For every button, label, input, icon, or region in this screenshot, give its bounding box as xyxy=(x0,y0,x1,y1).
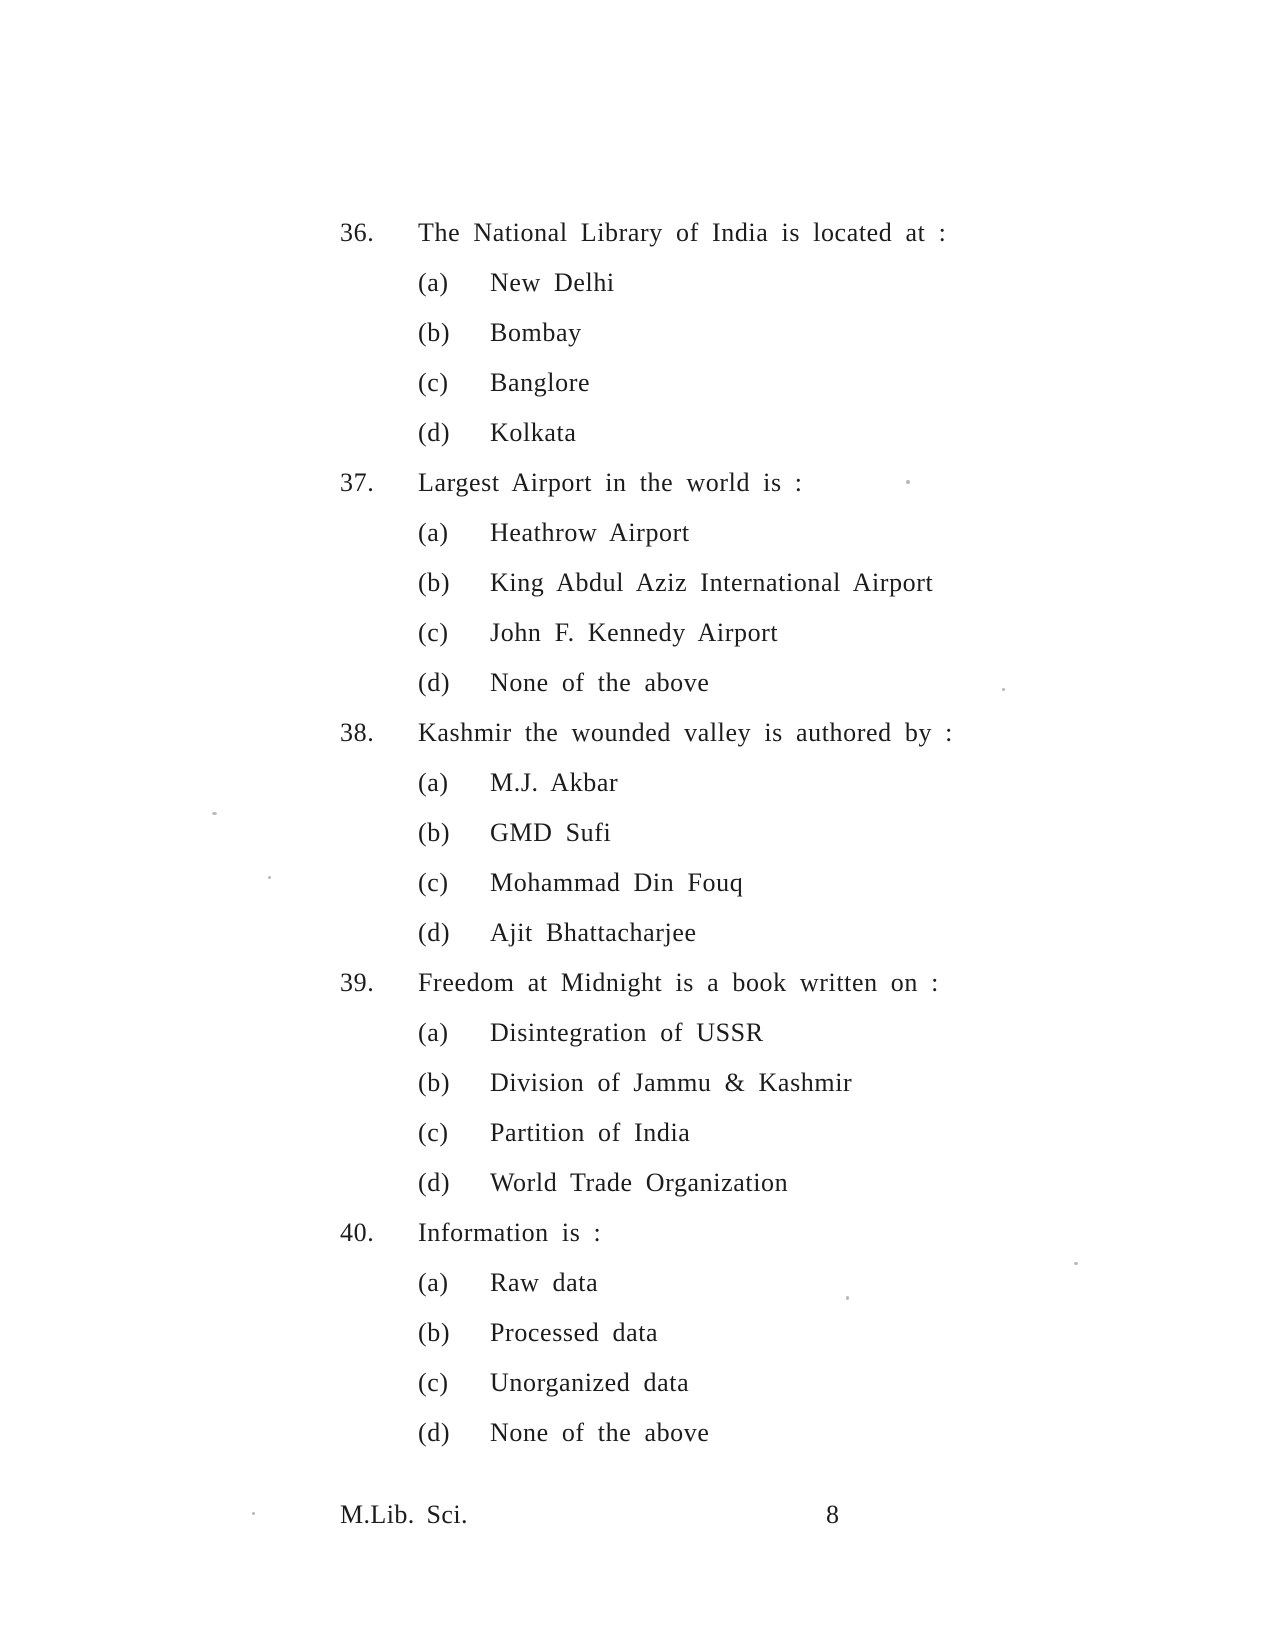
option-text: Disintegration of USSR xyxy=(490,1018,764,1047)
option-b xyxy=(340,808,1020,858)
option-label: (a) xyxy=(418,1018,449,1047)
option-text: Banglore xyxy=(490,368,591,397)
question-text: Information is : xyxy=(418,1218,602,1247)
question-line xyxy=(340,1208,1020,1258)
option-b xyxy=(340,308,1020,358)
option-a xyxy=(340,258,1020,308)
question-text: Freedom at Midnight is a book written on : xyxy=(418,968,939,997)
option-text: Mohammad Din Fouq xyxy=(490,868,744,897)
scan-speck xyxy=(212,812,217,815)
option-c xyxy=(340,1108,1020,1158)
option-text: Partition of India xyxy=(490,1118,691,1147)
scan-speck xyxy=(252,1512,255,1515)
option-c xyxy=(340,858,1020,908)
option-text: King Abdul Aziz International Airport xyxy=(490,568,934,597)
scan-speck xyxy=(1002,688,1005,691)
option-label: (d) xyxy=(418,418,451,447)
option-text: Bombay xyxy=(490,318,582,347)
option-label: (b) xyxy=(418,1318,451,1347)
option-label: (c) xyxy=(418,1118,449,1147)
option-text: John F. Kennedy Airport xyxy=(490,618,779,647)
option-text: World Trade Organization xyxy=(490,1168,789,1197)
option-label: (c) xyxy=(418,868,449,897)
footer-course-code: M.Lib. Sci. xyxy=(340,1500,468,1529)
option-label: (b) xyxy=(418,318,451,347)
footer-page-number: 8 xyxy=(826,1500,839,1529)
scan-speck xyxy=(1074,1262,1078,1265)
question-40 xyxy=(340,1208,1020,1458)
option-text: Raw data xyxy=(490,1268,599,1297)
option-label: (c) xyxy=(418,1368,449,1397)
option-label: (d) xyxy=(418,668,451,697)
option-c xyxy=(340,608,1020,658)
option-b xyxy=(340,1308,1020,1358)
option-label: (c) xyxy=(418,368,449,397)
option-label: (d) xyxy=(418,918,451,947)
option-label: (d) xyxy=(418,1168,451,1197)
option-label: (a) xyxy=(418,1268,449,1297)
option-b xyxy=(340,558,1020,608)
option-label: (a) xyxy=(418,768,449,797)
option-text: Kolkata xyxy=(490,418,577,447)
question-line xyxy=(340,958,1020,1008)
option-text: Ajit Bhattacharjee xyxy=(490,918,697,947)
scan-speck xyxy=(268,876,271,879)
option-d xyxy=(340,908,1020,958)
option-label: (c) xyxy=(418,618,449,647)
option-a xyxy=(340,1258,1020,1308)
option-text: New Delhi xyxy=(490,268,615,297)
question-number: 40. xyxy=(340,1218,375,1247)
scan-speck xyxy=(906,480,910,484)
question-36 xyxy=(340,208,1020,458)
option-text: Division of Jammu & Kashmir xyxy=(490,1068,853,1097)
question-line xyxy=(340,208,1020,258)
question-37 xyxy=(340,458,1020,708)
option-text: M.J. Akbar xyxy=(490,768,619,797)
question-line xyxy=(340,708,1020,758)
option-label: (a) xyxy=(418,518,449,547)
option-d xyxy=(340,1408,1020,1458)
question-line xyxy=(340,458,1020,508)
question-number: 38. xyxy=(340,718,375,747)
question-text: Kashmir the wounded valley is authored by : xyxy=(418,718,953,747)
question-number: 37. xyxy=(340,468,375,497)
option-label: (b) xyxy=(418,1068,451,1097)
question-text: Largest Airport in the world is : xyxy=(418,468,803,497)
option-text: GMD Sufi xyxy=(490,818,612,847)
option-b xyxy=(340,1058,1020,1108)
option-c xyxy=(340,1358,1020,1408)
option-label: (a) xyxy=(418,268,449,297)
option-label: (b) xyxy=(418,568,451,597)
option-d xyxy=(340,658,1020,708)
question-39 xyxy=(340,958,1020,1208)
option-d xyxy=(340,408,1020,458)
option-a xyxy=(340,758,1020,808)
question-38 xyxy=(340,708,1020,958)
scan-speck xyxy=(846,1296,849,1300)
question-number: 36. xyxy=(340,218,375,247)
option-text: None of the above xyxy=(490,1418,710,1447)
question-text: The National Library of India is located at : xyxy=(418,218,947,247)
option-c xyxy=(340,358,1020,408)
option-d xyxy=(340,1158,1020,1208)
option-label: (d) xyxy=(418,1418,451,1447)
question-number: 39. xyxy=(340,968,375,997)
option-text: None of the above xyxy=(490,668,710,697)
option-label: (b) xyxy=(418,818,451,847)
option-a xyxy=(340,1008,1020,1058)
option-text: Unorganized data xyxy=(490,1368,690,1397)
option-text: Processed data xyxy=(490,1318,659,1347)
option-text: Heathrow Airport xyxy=(490,518,690,547)
option-a xyxy=(340,508,1020,558)
